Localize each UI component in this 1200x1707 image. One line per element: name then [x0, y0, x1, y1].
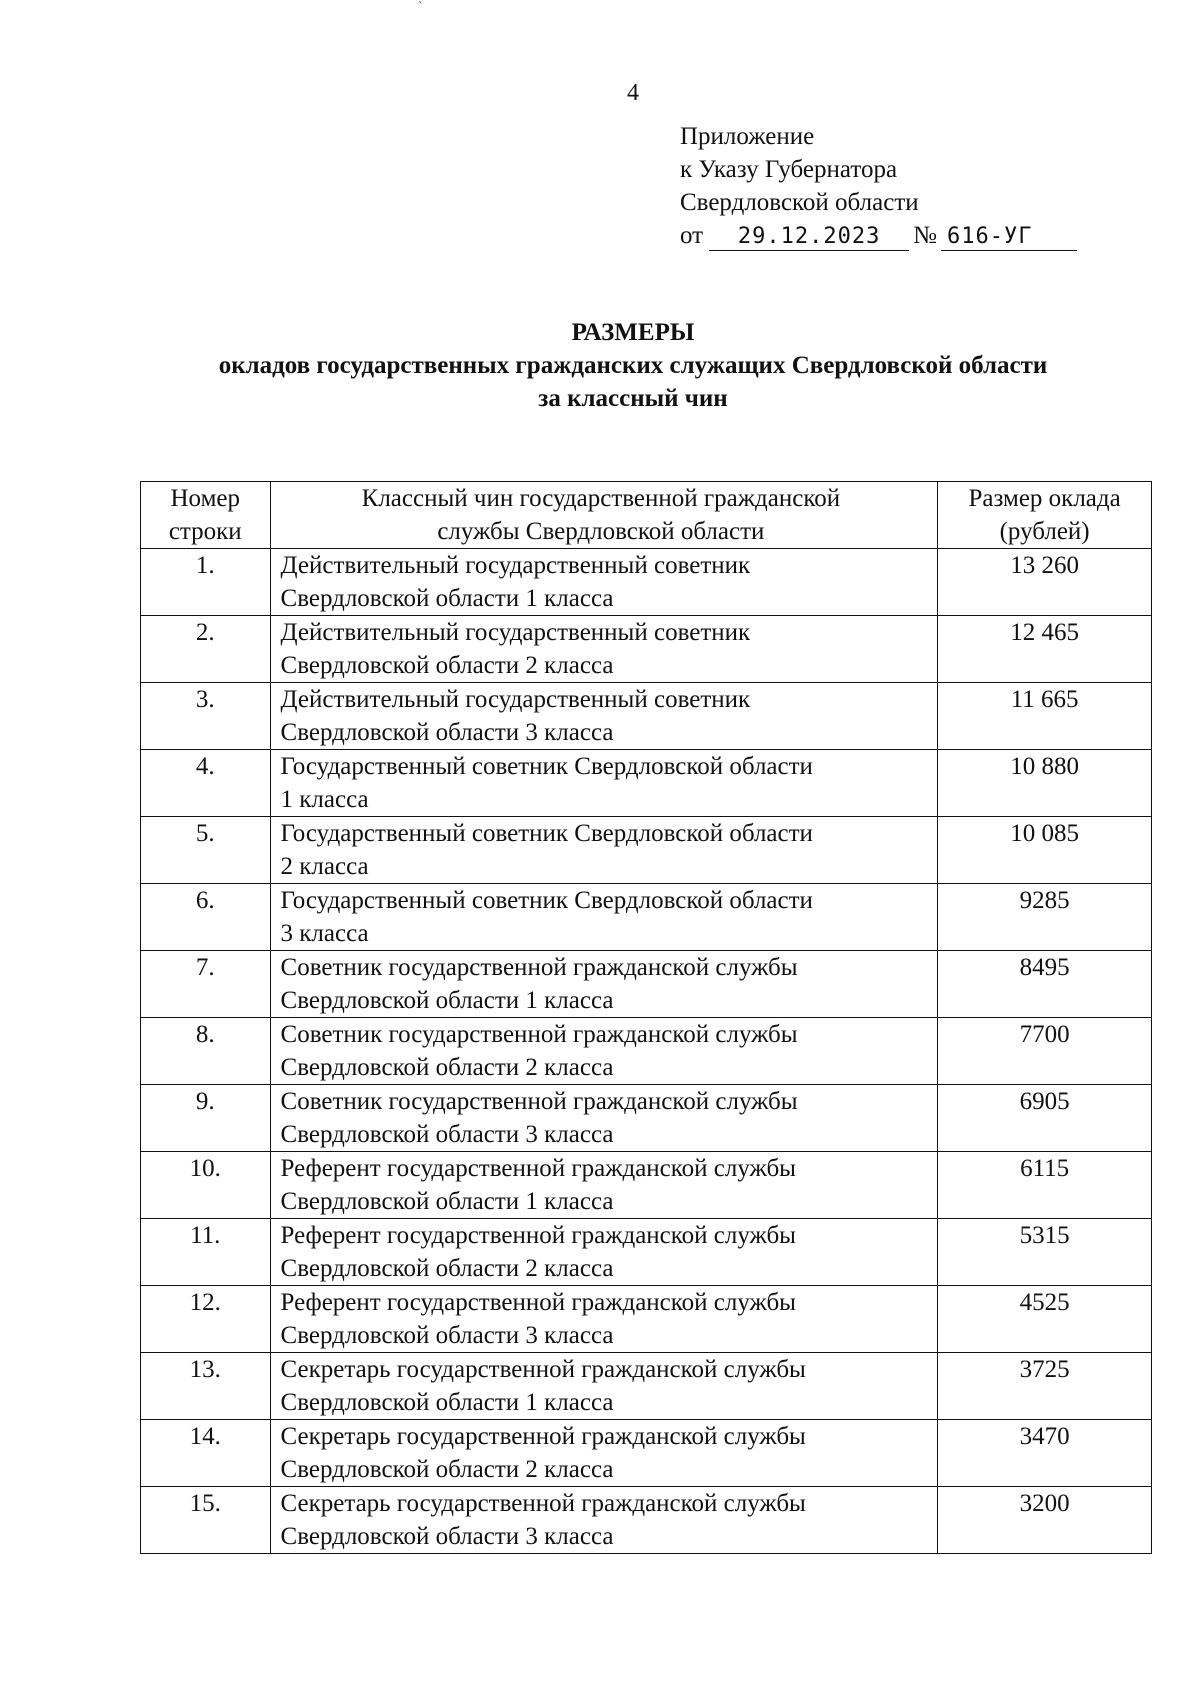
class-rank [270, 549, 938, 616]
heading-title: РАЗМЕРЫ [571, 319, 695, 346]
salary-amount: 11 665 [938, 683, 1152, 750]
class-rank-line: Секретарь государственной гражданской службы [280, 1356, 806, 1383]
class-rank-line: Действительный государственный советник [280, 619, 751, 646]
table-row [141, 1152, 1152, 1219]
class-rank-line: Референт государственной гражданской службы [280, 1222, 796, 1249]
heading-subtitle: окладов государственных гражданских служащих Свердловской области [218, 352, 1048, 379]
salary-amount: 6115 [938, 1152, 1152, 1219]
class-rank-line: Советник государственной гражданской службы [280, 954, 798, 981]
row-number: 2. [141, 616, 271, 683]
row-number: 11. [141, 1219, 271, 1286]
class-rank-line: Свердловской области 3 класса [280, 1523, 614, 1550]
class-rank-line: 3 класса [280, 920, 369, 947]
class-rank-line: Свердловской области 1 класса [280, 1188, 614, 1215]
class-rank [270, 1018, 938, 1085]
number-label: № [913, 222, 937, 249]
appendix-decree-ref: к Указу Губернатора [680, 156, 898, 183]
decree-date: 29.12.2023 [709, 224, 909, 251]
salary-amount: 10 880 [938, 750, 1152, 817]
table-row [141, 1420, 1152, 1487]
class-rank [270, 1487, 938, 1554]
table-row [141, 1018, 1152, 1085]
table-row [141, 616, 1152, 683]
row-number: 6. [141, 884, 271, 951]
row-number: 14. [141, 1420, 271, 1487]
table-row [141, 884, 1152, 951]
appendix-title: Приложение [680, 123, 815, 150]
class-rank-line: Свердловской области 2 класса [280, 1456, 614, 1483]
row-number: 4. [141, 750, 271, 817]
class-rank-line: Свердловской области 1 класса [280, 1389, 614, 1416]
row-number: 1. [141, 549, 271, 616]
class-rank-line: Свердловской области 2 класса [280, 1255, 614, 1282]
class-rank-line: 1 класса [280, 786, 369, 813]
class-rank [270, 884, 938, 951]
class-rank-line: Секретарь государственной гражданской службы [280, 1423, 806, 1450]
table-row [141, 1085, 1152, 1152]
table-row [141, 1353, 1152, 1420]
class-rank-line: Свердловской области 1 класса [280, 585, 614, 612]
class-rank [270, 951, 938, 1018]
salary-table [140, 481, 1152, 1554]
class-rank [270, 683, 938, 750]
header-text: (рублей) [999, 518, 1090, 545]
header-text: Классный чин государственной гражданской [361, 485, 841, 512]
salary-amount: 12 465 [938, 616, 1152, 683]
class-rank [270, 1219, 938, 1286]
row-number: 15. [141, 1487, 271, 1554]
appendix-block [680, 120, 1077, 252]
header-text: службы Свердловской области [437, 518, 765, 545]
table-header-row [141, 482, 1152, 549]
row-number: 10. [141, 1152, 271, 1219]
appendix-region: Свердловской области [680, 189, 919, 216]
class-rank-line: Государственный советник Свердловской области [280, 887, 813, 914]
row-number: 12. [141, 1286, 271, 1353]
class-rank [270, 817, 938, 884]
row-number: 3. [141, 683, 271, 750]
class-rank [270, 1420, 938, 1487]
salary-amount: 7700 [938, 1018, 1152, 1085]
salary-amount: 5315 [938, 1219, 1152, 1286]
table-row [141, 750, 1152, 817]
class-rank-line: Свердловской области 1 класса [280, 987, 614, 1014]
scan-mark: ` [418, 0, 423, 15]
row-number: 9. [141, 1085, 271, 1152]
class-rank-line: Свердловской области 3 класса [280, 1322, 614, 1349]
table-row [141, 951, 1152, 1018]
table-row [141, 683, 1152, 750]
column-header-number [141, 482, 271, 549]
class-rank [270, 1085, 938, 1152]
salary-amount: 6905 [938, 1085, 1152, 1152]
decree-date-number [680, 219, 1077, 252]
table-row [141, 1219, 1152, 1286]
table-row [141, 549, 1152, 616]
class-rank [270, 1353, 938, 1420]
class-rank [270, 1152, 938, 1219]
salary-amount: 3725 [938, 1353, 1152, 1420]
column-header-salary [938, 482, 1152, 549]
salary-amount: 3470 [938, 1420, 1152, 1487]
class-rank-line: Государственный советник Свердловской области [280, 820, 813, 847]
class-rank-line: Свердловской области 3 класса [280, 719, 614, 746]
class-rank [270, 1286, 938, 1353]
salary-amount: 3200 [938, 1487, 1152, 1554]
header-text: строки [168, 518, 242, 545]
class-rank-line: Государственный советник Свердловской области [280, 753, 813, 780]
header-text: Номер [170, 485, 240, 512]
class-rank-line: Свердловской области 2 класса [280, 1054, 614, 1081]
row-number: 5. [141, 817, 271, 884]
salary-amount: 13 260 [938, 549, 1152, 616]
class-rank [270, 616, 938, 683]
salary-amount: 10 085 [938, 817, 1152, 884]
class-rank-line: Свердловской области 2 класса [280, 652, 614, 679]
date-prefix: от [680, 222, 704, 249]
salary-amount: 8495 [938, 951, 1152, 1018]
heading-subtitle-2: за классный чин [538, 385, 728, 412]
class-rank-line: Советник государственной гражданской службы [280, 1088, 798, 1115]
row-number: 8. [141, 1018, 271, 1085]
row-number: 13. [141, 1353, 271, 1420]
class-rank-line: 2 класса [280, 853, 369, 880]
decree-number: 616-УГ [941, 224, 1077, 251]
salary-amount: 4525 [938, 1286, 1152, 1353]
table-body [141, 549, 1152, 1554]
page-number: 4 [627, 80, 639, 106]
table-row [141, 817, 1152, 884]
document-heading [0, 316, 1200, 415]
table-row [141, 1487, 1152, 1554]
header-text: Размер оклада [968, 485, 1121, 512]
class-rank-line: Свердловской области 3 класса [280, 1121, 614, 1148]
row-number: 7. [141, 951, 271, 1018]
salary-amount: 9285 [938, 884, 1152, 951]
class-rank [270, 750, 938, 817]
class-rank-line: Действительный государственный советник [280, 686, 751, 713]
class-rank-line: Действительный государственный советник [280, 552, 751, 579]
class-rank-line: Советник государственной гражданской службы [280, 1021, 798, 1048]
class-rank-line: Секретарь государственной гражданской службы [280, 1490, 806, 1517]
class-rank-line: Референт государственной гражданской службы [280, 1155, 796, 1182]
column-header-rank [270, 482, 938, 549]
table-row [141, 1286, 1152, 1353]
class-rank-line: Референт государственной гражданской службы [280, 1289, 796, 1316]
